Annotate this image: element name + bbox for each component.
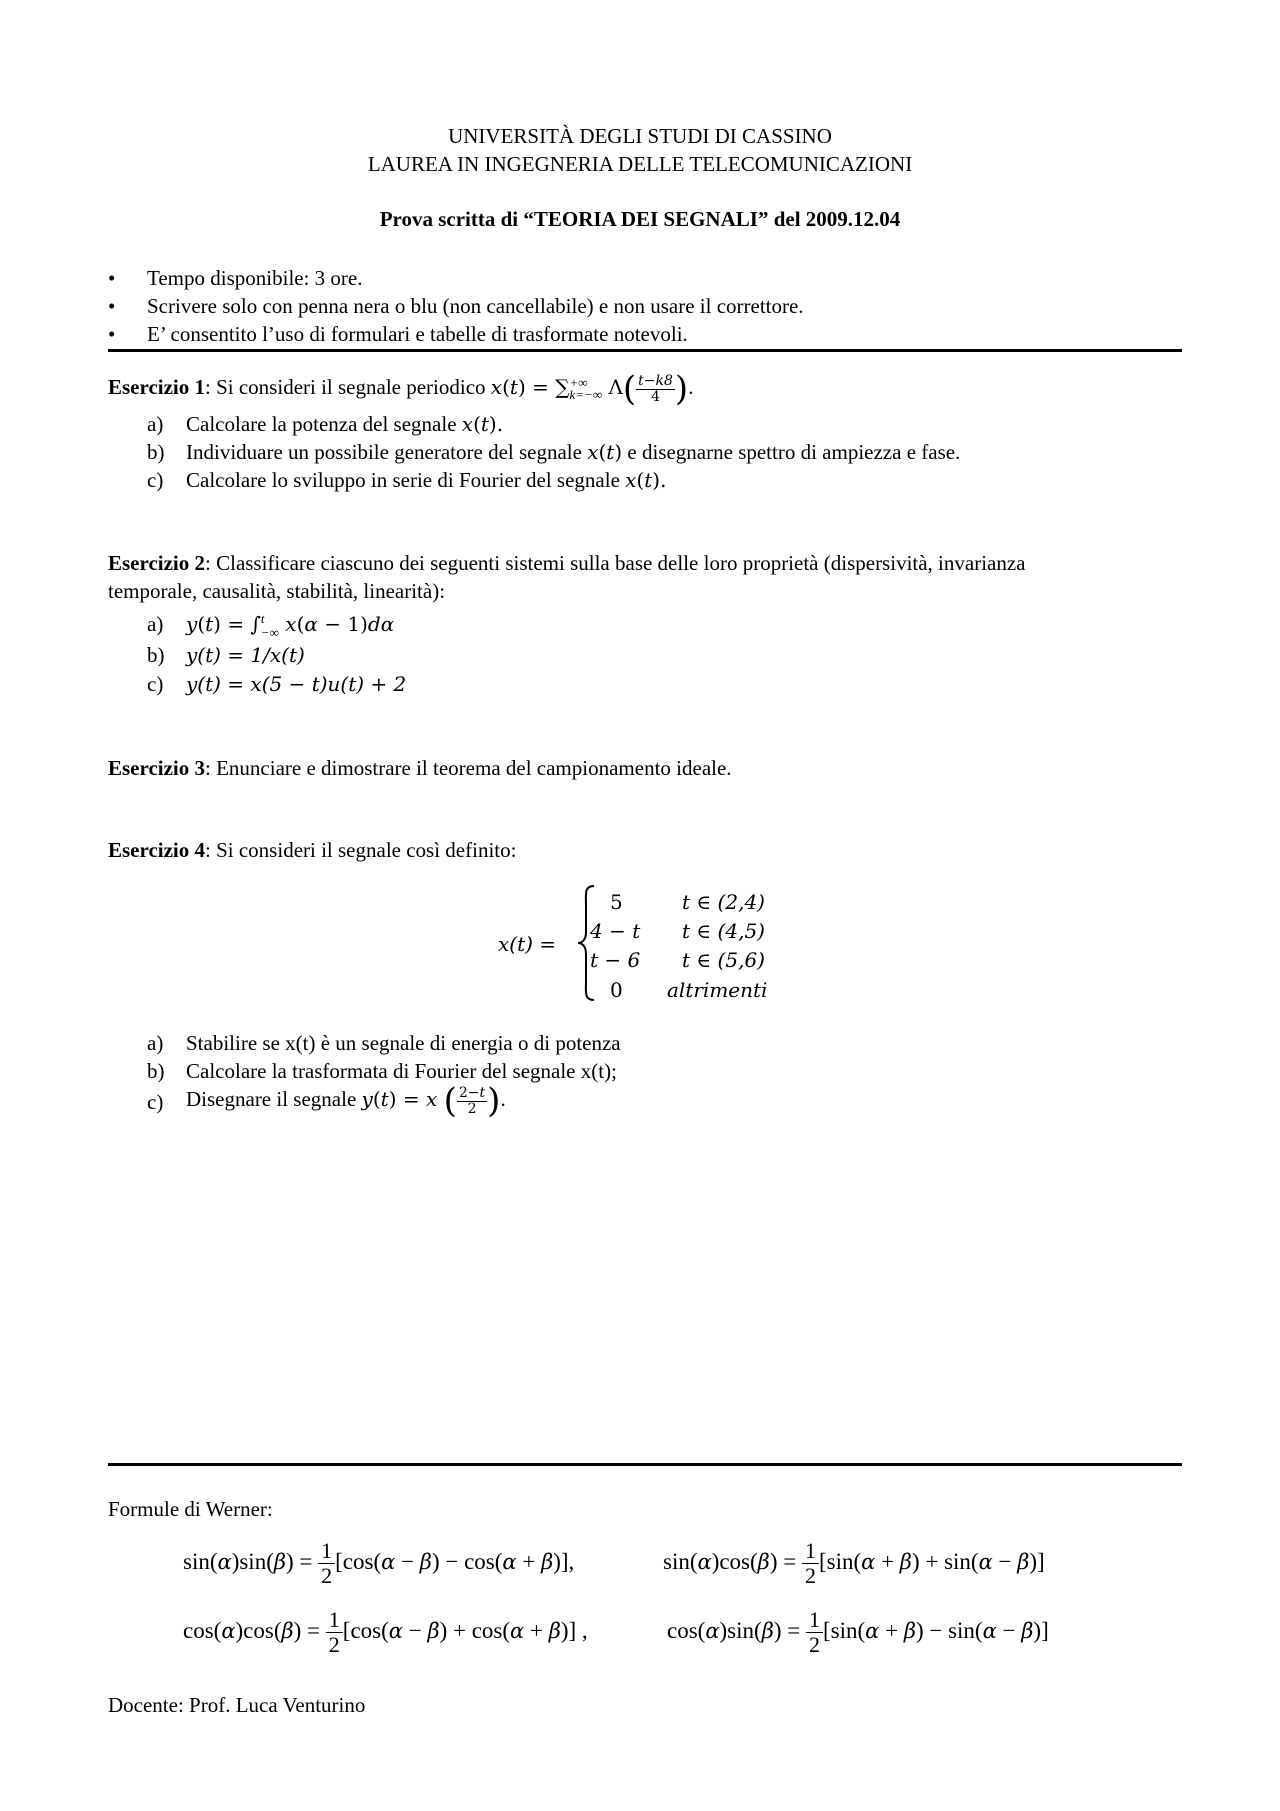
case-expr: t − 6 [590,948,641,972]
exercise-4-statement [108,838,516,863]
werner-formula-sin-sin: sin(α)sin(β) = $\frac{1}{2}$ [cos(α − β) − cos(α + β)], [183,1538,575,1588]
scaled-argument-fraction: $\frac{2-t}{2}$ [458,1084,486,1117]
exercise-4-label: Esercizio 4 [108,838,206,862]
exercise-2-intro: : Classificare ciascuno dei seguenti sistemi sulla base delle loro proprietà (dispersività, invarianza [205,551,1026,575]
case-condition: t ∈ (2,4) [682,890,765,914]
header-divider [108,349,1182,352]
item-formula: y(t) = 1/x(t) [186,643,305,667]
item-letter: b) [147,643,165,667]
exercise-1-formula: x [490,374,503,399]
left-brace-icon [576,884,598,1002]
exercise-1-item-c: c) Calcolare lo sviluppo in serie di Fourier del segnale x(t). [147,468,667,492]
item-letter: b) [147,1059,165,1083]
exercise-4-item-c: c) Disegnare il segnale y(t) = x ( $\frac{2-t}{2}$ ). [147,1081,506,1121]
item-letter: b) [147,440,165,464]
exercise-3-label: Esercizio 3 [108,756,206,780]
bullet-icon: • [108,266,116,290]
item-text: Disegnare il segnale [186,1086,362,1111]
item-text: Individuare un possibile generatore del segnale [186,440,588,464]
case-expr: 0 [610,978,623,1002]
exercise-2-item-b [147,643,305,668]
case-expr: 5 [610,890,623,914]
werner-title: Formule di Werner: [108,1497,273,1521]
exercise-4-intro: : Si consideri il segnale così definito: [205,838,517,862]
exercise-1-intro: : Si consideri il segnale periodico [205,374,491,399]
triangle-argument-fraction: $\frac{t-k8}{4}$ [638,372,673,405]
footer-divider [108,1463,1182,1466]
case-condition: t ∈ (4,5) [682,919,765,943]
case-condition: t ∈ (5,6) [682,948,765,972]
item-letter: a) [147,1031,164,1055]
integral-formula: y(t) = ∫t −∞ x(α − 1)dα [186,611,395,641]
exercise-2-item-a [147,611,395,641]
exercise-4-item-b [147,1059,617,1084]
exercise-1-item-b: b) Individuare un possibile generatore del segnale x(t) e disegnarne spettro di ampiezza e fase. [147,440,961,464]
rule-item: Scrivere solo con penna nera o blu (non cancellabile) e non usare il correttore. [147,294,804,318]
exercise-3-statement [108,756,732,781]
werner-formula-cos-sin: cos(α)sin(β) = $\frac{1}{2}$ [sin(α + β) − sin(α − β)] [667,1607,1049,1657]
exercise-1-item-a: a) Calcolare la potenza del segnale x(t). [147,412,504,436]
exercise-4-item-a [147,1031,621,1056]
university-name: UNIVERSITÀ DEGLI STUDI DI CASSINO [448,124,832,148]
piecewise-lhs: x(t) = [498,932,557,956]
item-letter: a) [147,412,164,436]
item-text: Calcolare la potenza del segnale [186,412,462,436]
exercise-1-statement: Esercizio 1: Si consideri il segnale periodico x(t) = ∑+∞ k=−∞ Λ( $\frac{t-k8}{4}$ ). [108,369,694,409]
rule-item: E’ consentito l’uso di formulari e tabelle di trasformate notevoli. [147,322,688,346]
case-condition: altrimenti [667,978,768,1002]
bullet-icon: • [108,322,116,346]
item-text: Calcolare la trasformata di Fourier del segnale x(t); [186,1059,617,1083]
item-letter: c) [147,1090,164,1114]
item-letter: c) [147,672,164,696]
case-expr: 4 − t [590,919,641,943]
bullet-icon: • [108,294,116,318]
item-text: Calcolare lo sviluppo in serie di Fourier del segnale [186,468,626,492]
exam-title: Prova scritta di “TEORIA DEI SEGNALI” del 2009.12.04 [379,207,901,231]
item-letter: c) [147,468,164,492]
item-text: Stabilire se x(t) è un segnale di energia o di potenza [186,1031,621,1055]
exercise-2-intro-line-2: temporale, causalità, stabilità, linearità): [108,579,446,603]
exercise-2-statement [108,551,1026,576]
item-letter: a) [147,612,164,636]
exercise-2-item-c [147,672,407,697]
werner-formula-sin-cos: sin(α)cos(β) = $\frac{1}{2}$ [sin(α + β) + sin(α − β)] [663,1538,1045,1588]
item-text-continued: e disegnarne spettro di ampiezza e fase. [622,440,961,464]
exercise-2-label: Esercizio 2 [108,551,206,575]
exercise-3-text: : Enunciare e dimostrare il teorema del campionamento ideale. [205,756,732,780]
werner-formula-cos-cos: cos(α)cos(β) = $\frac{1}{2}$ [cos(α − β) + cos(α + β)] , [183,1607,588,1657]
exercise-1-label: Esercizio 1 [108,374,206,399]
item-formula: y(t) = x(5 − t)u(t) + 2 [186,672,407,696]
rule-item: Tempo disponibile: 3 ore. [147,266,363,290]
teacher-name: Docente: Prof. Luca Venturino [108,1693,366,1717]
degree-name: LAUREA IN INGEGNERIA DELLE TELECOMUNICAZIONI [367,152,913,176]
sum-limits: +∞ k=−∞ [569,375,603,402]
